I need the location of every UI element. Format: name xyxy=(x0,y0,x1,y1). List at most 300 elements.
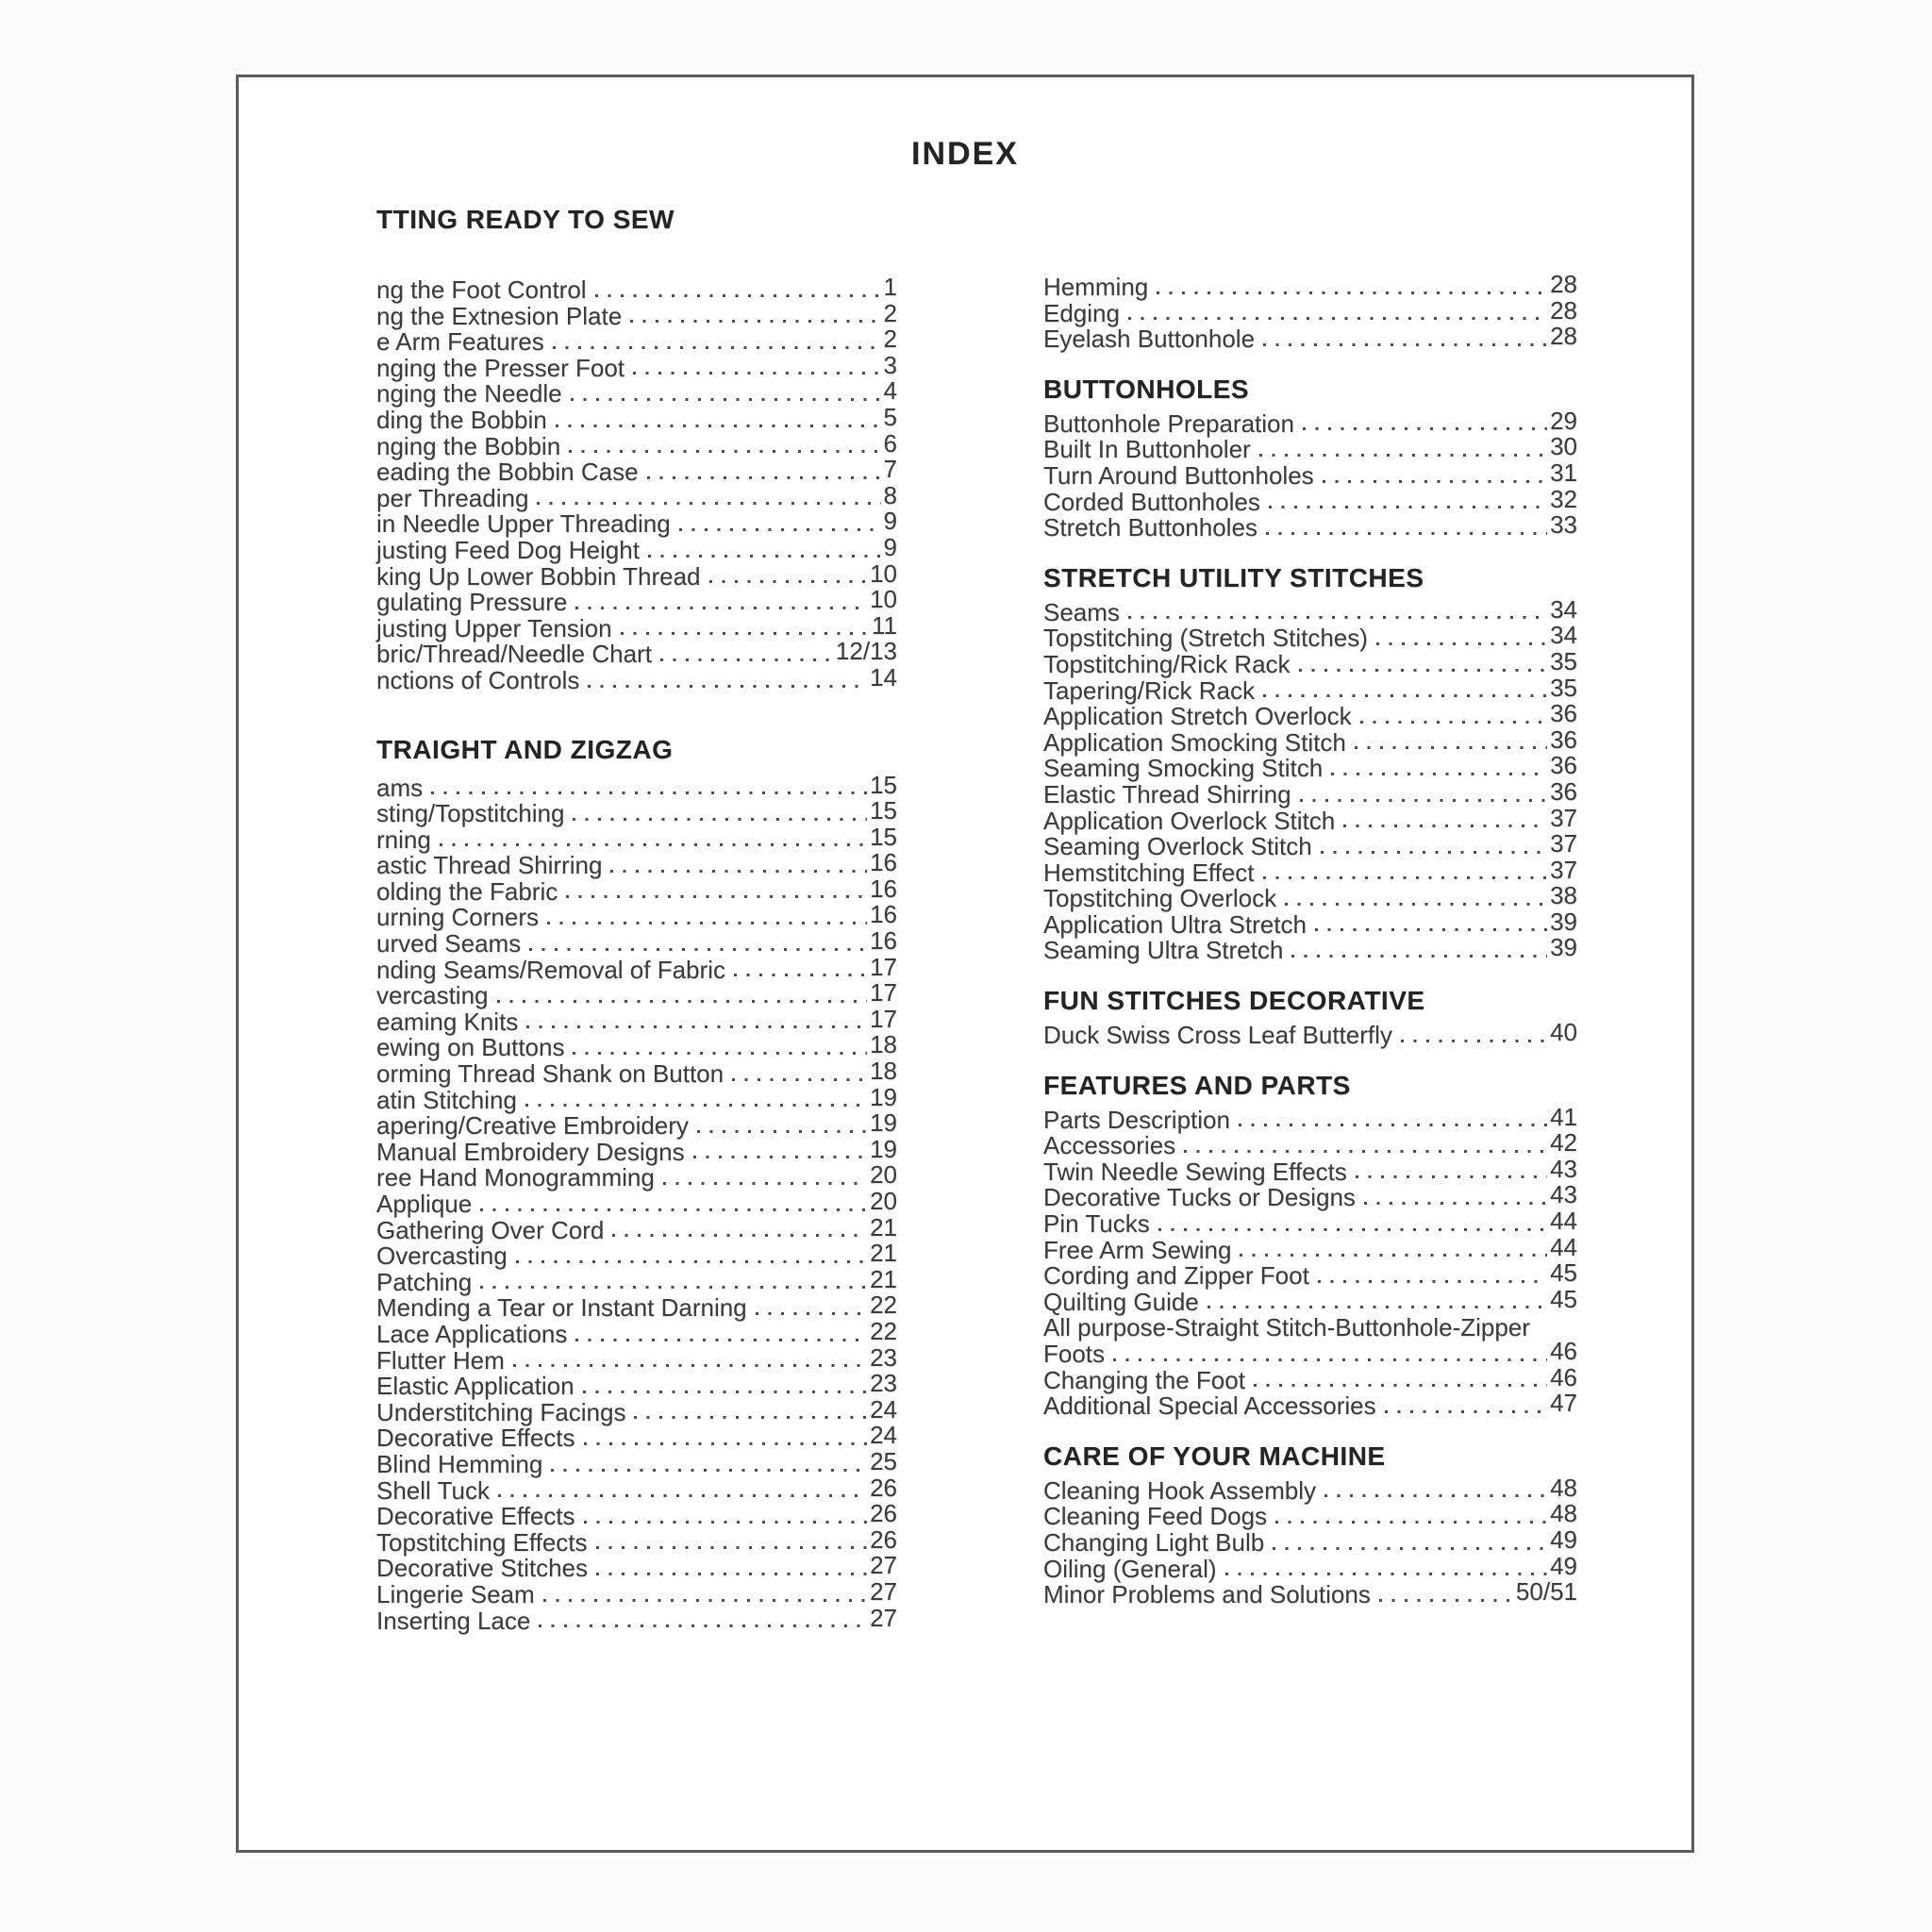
toc-entry-page: 3 xyxy=(883,350,897,379)
dot-leader xyxy=(1385,1410,1547,1413)
dot-leader xyxy=(595,294,881,297)
toc-entry-label: Topstitching Overlock xyxy=(1043,884,1277,913)
section-heading: TRAIGHT AND ZIGZAG xyxy=(376,734,674,764)
toc-entry-label: Changing Light Bulb xyxy=(1043,1527,1265,1557)
toc-entry-row xyxy=(376,848,897,880)
toc-entry-label: rning xyxy=(376,824,431,854)
toc-entry-label: nding Seams/Removal of Fabric xyxy=(376,955,725,984)
dot-leader xyxy=(1376,642,1547,645)
toc-section xyxy=(1043,375,1577,541)
toc-entry-row xyxy=(376,1421,897,1453)
toc-entry-label: urning Corners xyxy=(376,903,539,932)
toc-entry-page: 47 xyxy=(1550,1389,1577,1418)
dot-leader xyxy=(1157,291,1547,294)
toc-entry-row xyxy=(1043,646,1577,678)
section-heading: STRETCH UTILITY STITCHES xyxy=(1043,562,1424,592)
toc-entry-page: 18 xyxy=(870,1030,897,1059)
toc-entry-page: 2 xyxy=(883,325,897,354)
toc-entry-label: Twin Needle Sewing Effects xyxy=(1043,1157,1347,1186)
toc-entry-row xyxy=(376,1524,897,1557)
dot-leader xyxy=(612,1234,867,1237)
toc-entry-page: 17 xyxy=(870,978,897,1008)
dot-leader xyxy=(498,1494,867,1497)
toc-entry-row xyxy=(1043,907,1577,939)
toc-entry-row xyxy=(376,1212,897,1244)
toc-entry-row xyxy=(376,796,897,828)
toc-entry-row xyxy=(376,770,897,802)
toc-entry-page: 28 xyxy=(1550,295,1577,325)
toc-entry-page: 26 xyxy=(870,1499,897,1528)
toc-entry-row xyxy=(1043,1180,1577,1212)
toc-section xyxy=(376,206,897,694)
dot-leader xyxy=(480,1286,867,1289)
toc-entry-page: 49 xyxy=(1550,1551,1577,1580)
toc-entry-label: Cleaning Hook Assembly xyxy=(1043,1475,1317,1505)
dot-leader xyxy=(734,974,867,976)
toc-entry-page: 33 xyxy=(1550,510,1577,540)
dot-leader xyxy=(1113,1358,1547,1361)
toc-entry-page: 16 xyxy=(870,926,897,956)
toc-entry-page: 25 xyxy=(870,1446,897,1475)
toc-entry-row xyxy=(376,978,897,1010)
toc-entry-page: 36 xyxy=(1550,699,1577,728)
toc-entry-page: 16 xyxy=(870,900,897,929)
toc-entry-page: 34 xyxy=(1550,594,1577,624)
dot-leader xyxy=(1401,1040,1547,1042)
dot-leader xyxy=(539,1624,867,1627)
toc-entry-row xyxy=(376,428,897,460)
toc-entry-label: vercasting xyxy=(376,981,489,1010)
toc-entry-page: 15 xyxy=(870,822,897,851)
toc-entry-label: Accessories xyxy=(1043,1131,1176,1160)
toc-section xyxy=(1043,1072,1577,1420)
toc-entry-label: Turn Around Buttonholes xyxy=(1043,460,1314,490)
toc-entry-label: astic Thread Shirring xyxy=(376,851,603,880)
dot-leader xyxy=(516,1260,867,1263)
dot-leader xyxy=(543,1599,867,1602)
toc-entry-label: Decorative Effects xyxy=(376,1424,575,1453)
dot-leader xyxy=(1324,1494,1547,1497)
toc-entry-row xyxy=(376,298,897,330)
toc-entry-page: 21 xyxy=(870,1212,897,1241)
toc-entry-label: nging the Needle xyxy=(376,379,562,408)
dot-leader xyxy=(1128,616,1547,619)
toc-entry-label: Application Smocking Stitch xyxy=(1043,727,1346,757)
toc-entry-label: Additional Special Accessories xyxy=(1043,1391,1376,1421)
dot-leader xyxy=(1300,799,1548,802)
toc-entry-row xyxy=(1043,803,1577,835)
toc-entry-page: 11 xyxy=(872,610,897,640)
toc-entry-label: in Needle Upper Threading xyxy=(376,509,671,539)
dot-leader xyxy=(693,1156,867,1158)
toc-entry-page: 22 xyxy=(870,1291,897,1320)
toc-entry-label: sting/Topstitching xyxy=(376,799,565,828)
toc-entry-label: nging the Presser Foot xyxy=(376,353,625,382)
toc-entry-row xyxy=(376,1030,897,1062)
toc-entry-page: 21 xyxy=(870,1239,897,1268)
section-heading: TTING READY TO SEW xyxy=(376,205,675,234)
toc-entry-label: Quilting Guide xyxy=(1043,1287,1199,1316)
dot-leader xyxy=(1291,955,1547,958)
toc-entry-page: 44 xyxy=(1550,1232,1577,1261)
toc-entry-row xyxy=(1043,1551,1577,1583)
dot-leader xyxy=(610,870,867,873)
toc-entry-row xyxy=(376,1342,897,1374)
toc-entry-page: 50/51 xyxy=(1515,1577,1577,1607)
toc-entry-row xyxy=(1043,458,1577,490)
toc-section xyxy=(376,736,897,1635)
toc-entry-page: 17 xyxy=(870,1004,897,1033)
toc-entry-label: atin Stitching xyxy=(376,1085,517,1114)
toc-entry-row xyxy=(1043,270,1577,301)
toc-entry-row xyxy=(376,1291,897,1323)
toc-entry-label: Topstitching/Rick Rack xyxy=(1043,649,1291,678)
dot-leader xyxy=(1318,1280,1547,1283)
toc-section xyxy=(1043,987,1577,1049)
toc-entry-label: Parts Description xyxy=(1043,1105,1230,1134)
section-heading: FUN STITCHES DECORATIVE xyxy=(1043,986,1425,1016)
toc-entry-row xyxy=(1043,1258,1577,1291)
toc-entry-label: Decorative Tucks or Designs xyxy=(1043,1183,1356,1212)
dot-leader xyxy=(732,1078,867,1081)
toc-entry-page: 48 xyxy=(1550,1473,1577,1502)
toc-entry-page: 29 xyxy=(1550,406,1577,435)
dot-leader xyxy=(573,1052,867,1055)
toc-entry-label: Built In Buttonholer xyxy=(1043,435,1251,464)
toc-entry-row xyxy=(1043,1524,1577,1557)
scanned-manual-page xyxy=(236,75,1694,1853)
toc-entry-page: 15 xyxy=(870,796,897,825)
dot-leader xyxy=(1263,343,1547,346)
toc-entry-label: Lingerie Seam xyxy=(376,1579,535,1608)
toc-entry-page: 49 xyxy=(1550,1524,1577,1554)
dot-leader xyxy=(584,1442,868,1445)
section-heading: CARE OF YOUR MACHINE xyxy=(1043,1441,1386,1471)
toc-entry-label: Application Ultra Stretch xyxy=(1043,909,1307,939)
toc-entry-page: 14 xyxy=(870,662,897,691)
toc-entry-page: 15 xyxy=(870,770,897,799)
dot-leader xyxy=(621,632,869,635)
toc-entry-row xyxy=(1043,1389,1577,1421)
dot-leader xyxy=(566,895,867,898)
toc-entry-row xyxy=(376,1082,897,1114)
dot-leader xyxy=(431,791,867,794)
dot-leader xyxy=(569,450,880,453)
toc-entry-label: apering/Creative Embroidery xyxy=(376,1111,689,1141)
toc-entry-page: 23 xyxy=(870,1342,897,1372)
toc-entry-label: Application Overlock Stitch xyxy=(1043,806,1336,835)
toc-entry-row xyxy=(1043,621,1577,653)
toc-entry-page: 24 xyxy=(870,1421,897,1450)
toc-entry-row xyxy=(1043,699,1577,731)
toc-entry-row xyxy=(376,1603,897,1635)
toc-entry-label: Overcasting xyxy=(376,1241,508,1271)
toc-left-column xyxy=(376,206,897,1634)
toc-entry-row xyxy=(1043,432,1577,464)
dot-leader xyxy=(1379,1599,1513,1602)
toc-entry-page: 48 xyxy=(1550,1499,1577,1528)
dot-leader xyxy=(584,1521,868,1524)
dot-leader xyxy=(1273,1547,1547,1550)
dot-leader xyxy=(648,555,881,558)
toc-entry-row xyxy=(1043,776,1577,808)
toc-entry-page: 26 xyxy=(870,1524,897,1554)
toc-entry-label: urved Seams xyxy=(376,929,522,958)
page-title: INDEX xyxy=(911,136,1019,172)
dot-leader xyxy=(1239,1124,1547,1126)
toc-entry-page: 46 xyxy=(1550,1362,1577,1391)
toc-entry-row xyxy=(1043,1499,1577,1531)
toc-entry-row xyxy=(1043,322,1577,354)
toc-entry-row xyxy=(376,1239,897,1271)
toc-entry-label: justing Upper Tension xyxy=(376,613,612,642)
toc-entry-row xyxy=(1043,1207,1577,1239)
dot-leader xyxy=(596,1573,867,1575)
dot-leader xyxy=(575,607,867,609)
dot-leader xyxy=(1128,317,1547,320)
toc-entry-row xyxy=(376,637,897,669)
dot-leader xyxy=(633,372,880,375)
toc-entry-label: Cording and Zipper Foot xyxy=(1043,1261,1309,1291)
toc-entry-page: 43 xyxy=(1550,1154,1577,1183)
toc-entry-page: 22 xyxy=(870,1316,897,1345)
toc-entry-page: 39 xyxy=(1550,933,1577,962)
toc-entry-row xyxy=(1043,1362,1577,1394)
toc-entry-row xyxy=(1043,594,1577,626)
toc-entry-page: 6 xyxy=(883,428,897,458)
toc-entry-page: 19 xyxy=(870,1134,897,1163)
toc-entry-row xyxy=(376,585,897,617)
toc-entry-page: 24 xyxy=(870,1394,897,1424)
dot-leader xyxy=(1285,903,1547,906)
toc-entry-row xyxy=(1043,1577,1577,1609)
toc-entry-label: Application Stretch Overlock xyxy=(1043,702,1352,731)
toc-entry-label: ng the Extnesion Plate xyxy=(376,301,623,330)
toc-entry-page: 36 xyxy=(1550,724,1577,754)
dot-leader xyxy=(647,476,881,479)
toc-entry-page: 31 xyxy=(1550,458,1577,487)
toc-entry-page: 46 xyxy=(1550,1337,1577,1365)
toc-entry-label: bric/Thread/Needle Chart xyxy=(376,640,652,669)
toc-entry-page: 45 xyxy=(1550,1258,1577,1288)
toc-entry-label: Buttonhole Preparation xyxy=(1043,408,1294,438)
toc-entry-row xyxy=(1043,855,1577,887)
toc-entry-page: 41 xyxy=(1550,1102,1577,1131)
toc-entry-label: Hemstitching Effect xyxy=(1043,858,1255,887)
toc-entry-row xyxy=(376,1551,897,1583)
toc-entry-row xyxy=(1043,1232,1577,1264)
toc-entry-label: Changing the Foot xyxy=(1043,1365,1245,1394)
toc-entry-label: Seaming Smocking Stitch xyxy=(1043,754,1324,783)
toc-entry-page: 37 xyxy=(1550,855,1577,884)
toc-entry-row xyxy=(376,1134,897,1166)
toc-entry-label: Elastic Application xyxy=(376,1372,575,1401)
toc-entry-row xyxy=(376,1394,897,1426)
dot-leader xyxy=(1225,1573,1548,1575)
toc-entry-row xyxy=(376,1057,897,1089)
toc-entry-row xyxy=(376,350,897,382)
toc-entry-label: ams xyxy=(376,773,424,802)
dot-leader xyxy=(709,580,868,583)
toc-entry-page: 28 xyxy=(1550,322,1577,351)
toc-entry-label: per Threading xyxy=(376,483,529,512)
toc-entry-page: 5 xyxy=(883,402,897,431)
dot-leader xyxy=(1266,532,1547,535)
toc-entry-row xyxy=(376,1108,897,1141)
toc-entry-label: Topstitching Effects xyxy=(376,1527,588,1557)
toc-entry-page: 37 xyxy=(1550,803,1577,832)
toc-entry-row xyxy=(376,376,897,408)
toc-entry-label: Free Arm Sewing xyxy=(1043,1235,1232,1264)
dot-leader xyxy=(588,685,867,688)
toc-entry-row xyxy=(376,325,897,357)
toc-entry-page: 4 xyxy=(883,376,897,406)
dot-leader xyxy=(1208,1306,1547,1308)
dot-leader xyxy=(660,658,833,661)
dot-leader xyxy=(497,1000,868,1003)
toc-entry-page: 8 xyxy=(883,480,897,509)
toc-entry-row xyxy=(376,402,897,434)
toc-entry-label: Hemming xyxy=(1043,273,1149,301)
section-heading: BUTTONHOLES xyxy=(1043,374,1250,404)
dot-leader xyxy=(1315,928,1547,931)
toc-entry-page: 35 xyxy=(1550,646,1577,675)
toc-entry-label: Shell Tuck xyxy=(376,1475,490,1505)
toc-entry-row xyxy=(1043,1154,1577,1186)
toc-entry-row xyxy=(1043,829,1577,861)
toc-entry-row xyxy=(376,1473,897,1505)
toc-entry-label: Decorative Stitches xyxy=(376,1554,588,1583)
toc-entry-label: Corded Buttonholes xyxy=(1043,487,1260,516)
toc-entry-page: 34 xyxy=(1550,621,1577,650)
toc-entry-label: Inserting Lace xyxy=(376,1606,531,1635)
toc-entry-label: Manual Embroidery Designs xyxy=(376,1137,685,1166)
toc-entry-page: 2 xyxy=(883,298,897,327)
toc-entry-row xyxy=(376,1187,897,1218)
toc-entry-page: 18 xyxy=(870,1057,897,1086)
toc-entry-page: 9 xyxy=(883,507,897,536)
toc-entry-label: Gathering Over Cord xyxy=(376,1215,605,1244)
dot-leader xyxy=(1355,746,1547,749)
toc-entry-row xyxy=(376,926,897,958)
toc-entry-page: 38 xyxy=(1550,881,1577,910)
toc-entry-row xyxy=(376,900,897,932)
toc-entry-page: 27 xyxy=(870,1551,897,1580)
toc-entry-label: Duck Swiss Cross Leaf Butterfly xyxy=(1043,1021,1392,1050)
toc-entry-row xyxy=(376,1264,897,1296)
toc-entry-row xyxy=(376,662,897,694)
dot-leader xyxy=(1263,694,1547,697)
toc-entry-page: 19 xyxy=(870,1082,897,1111)
toc-entry-page: 32 xyxy=(1550,484,1577,513)
toc-entry-label: Lace Applications xyxy=(376,1319,568,1348)
toc-entry-row xyxy=(1043,751,1577,783)
dot-leader xyxy=(440,843,867,846)
dot-leader xyxy=(1356,1175,1547,1178)
toc-entry-row xyxy=(376,1160,897,1192)
toc-entry-row xyxy=(1043,1018,1577,1050)
toc-entry-label: Seams xyxy=(1043,597,1120,626)
toc-entry-label: Foots xyxy=(1043,1340,1106,1368)
dot-leader xyxy=(529,948,867,951)
dot-leader xyxy=(537,502,880,505)
toc-entry-row xyxy=(1043,510,1577,542)
dot-leader xyxy=(679,528,881,531)
toc-entry-label: Understitching Facings xyxy=(376,1397,626,1426)
toc-entry-label: Minor Problems and Solutions xyxy=(1043,1580,1371,1609)
toc-entry-label: Decorative Effects xyxy=(376,1502,575,1531)
toc-entry-row xyxy=(376,1446,897,1478)
toc-entry-page: 9 xyxy=(883,532,897,561)
toc-entry-label: Eyelash Buttonhole xyxy=(1043,325,1256,354)
toc-entry-label: e Arm Features xyxy=(376,327,544,357)
toc-entry-page: 42 xyxy=(1550,1128,1577,1158)
toc-entry-row xyxy=(376,1499,897,1531)
dot-leader xyxy=(697,1130,867,1133)
toc-entry-label: Topstitching (Stretch Stitches) xyxy=(1043,624,1368,653)
toc-entry-page: 20 xyxy=(870,1160,897,1190)
dot-leader xyxy=(1299,669,1548,672)
dot-leader xyxy=(1254,1384,1547,1387)
toc-entry-page: 45 xyxy=(1550,1284,1577,1313)
toc-entry-page: 16 xyxy=(870,874,897,903)
toc-entry-label: ng the Foot Control xyxy=(376,275,587,304)
toc-entry-label: Tapering/Rick Rack xyxy=(1043,675,1255,705)
dot-leader xyxy=(525,1104,867,1107)
dot-leader xyxy=(571,398,881,401)
toc-entry-row xyxy=(1043,881,1577,913)
toc-section xyxy=(1043,1442,1577,1608)
dot-leader xyxy=(1360,721,1547,724)
toc-entry-page: 35 xyxy=(1550,673,1577,702)
toc-entry-page: 12/13 xyxy=(835,637,897,666)
toc-entry-row xyxy=(376,1004,897,1036)
toc-entry-label: Edging xyxy=(1043,298,1120,327)
dot-leader xyxy=(634,1416,867,1419)
toc-entry-label: Elastic Thread Shirring xyxy=(1043,779,1291,808)
dot-leader xyxy=(556,425,881,427)
toc-entry-page: 16 xyxy=(870,848,897,877)
toc-entry-label: Mending a Tear or Instant Darning xyxy=(376,1293,747,1323)
toc-entry-label: Stretch Buttonholes xyxy=(1043,513,1257,542)
toc-entry-row xyxy=(1043,1102,1577,1134)
toc-entry-page: 39 xyxy=(1550,907,1577,936)
toc-entry-label: Oiling (General) xyxy=(1043,1554,1217,1583)
toc-entry-row xyxy=(376,273,897,304)
toc-entry-page: 20 xyxy=(870,1187,897,1215)
dot-leader xyxy=(480,1208,867,1211)
toc-entry-page: 43 xyxy=(1550,1180,1577,1209)
dot-leader xyxy=(1263,876,1548,879)
toc-entry-label: orming Thread Shank on Button xyxy=(376,1059,724,1089)
toc-entry-label: Blind Hemming xyxy=(376,1449,543,1478)
toc-entry-row xyxy=(376,507,897,539)
toc-entry-label: olding the Fabric xyxy=(376,876,558,906)
toc-entry-page: 10 xyxy=(870,558,897,588)
toc-entry-row xyxy=(1043,484,1577,516)
toc-entry-label: Applique xyxy=(376,1190,473,1218)
dot-leader xyxy=(526,1025,867,1028)
toc-entry-label: nging the Bobbin xyxy=(376,431,561,460)
toc-entry-label: eaming Knits xyxy=(376,1007,519,1036)
toc-entry-row xyxy=(1043,295,1577,327)
toc-entry-label: ree Hand Monogramming xyxy=(376,1163,655,1192)
toc-entry-row xyxy=(376,874,897,906)
dot-leader xyxy=(1269,506,1547,508)
toc-entry-row xyxy=(1043,1284,1577,1316)
dot-leader xyxy=(1343,824,1547,827)
toc-entry-page: 27 xyxy=(870,1576,897,1606)
